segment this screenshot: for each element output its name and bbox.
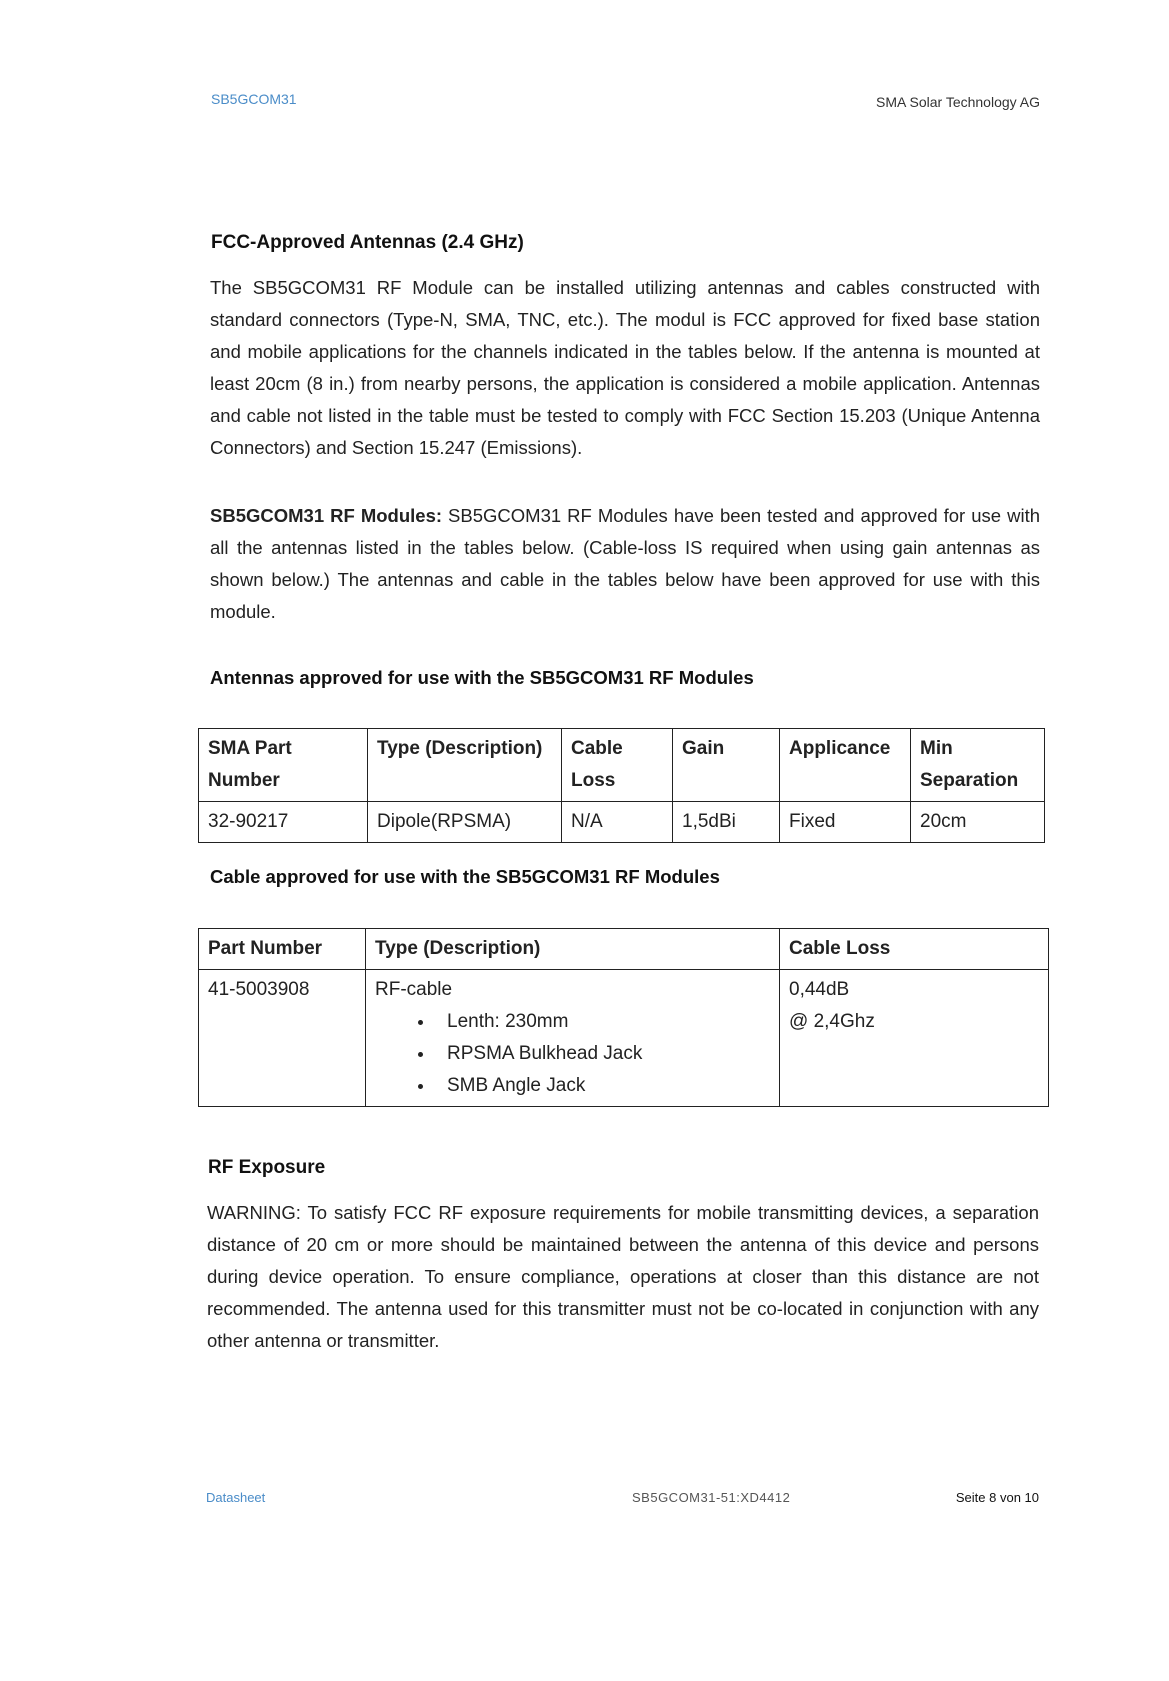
col-header: Part Number [199, 929, 366, 970]
cell: N/A [562, 802, 673, 843]
section-title-rf-exposure: RF Exposure [208, 1157, 326, 1178]
col-header: Gain [673, 729, 780, 802]
type-bullets [375, 1006, 770, 1102]
modules-lead: SB5GCOM31 RF Modules: [210, 505, 443, 526]
table-row [199, 802, 1045, 843]
table-row [199, 970, 1049, 1107]
section-body-antennas: The SB5GCOM31 RF Module can be installed utilizing antennas and cables constructed with standard connectors (Type-N, SMA, TNC, etc.). The modul is FCC approved for fixed base station and mobile applications for the channels indicated in the tables below. If the antenna is mounted at least 20cm (8 in.) from nearby persons, the application is considered a mobile application. Antennas and cable not listed in the table must be tested to comply with FCC Section 15.203 (Unique Antenna Connectors) and Section 15.247 (Emissions). [210, 277, 1040, 458]
loss-value: 0,44dB [789, 979, 850, 1000]
list-item: • RPSMA Bulkhead Jack [435, 1038, 770, 1070]
antenna-table [198, 728, 1045, 843]
list-item: • SMB Angle Jack [435, 1070, 770, 1102]
header-doc-id: SB5GCOM31 [211, 91, 297, 107]
col-header: Type (Description) [366, 929, 780, 970]
table-header-row [199, 729, 1045, 802]
cell: 20cm [911, 802, 1045, 843]
col-header: Type (Description) [368, 729, 562, 802]
col-header: Cable Loss [780, 929, 1049, 970]
antenna-table-caption: Antennas approved for use with the SB5GCOM31 RF Modules [210, 667, 754, 688]
footer-doc-type: Datasheet [206, 1490, 266, 1505]
table-header-row [199, 929, 1049, 970]
cell-part-number: 41-5003908 [199, 970, 366, 1107]
section-body-rf-exposure: WARNING: To satisfy FCC RF exposure requirements for mobile transmitting devices, a separation distance of 20 cm or more should be maintained between the antenna of this device and persons during device operation. To ensure compliance, operations at closer than this distance are not recommended. The antenna used for this transmitter must not be co-located in conjunction with any other antenna or transmitter. [207, 1202, 1039, 1351]
footer-doc-code: SB5GCOM31-51:XD4412 [632, 1490, 791, 1505]
cell: 1,5dBi [673, 802, 780, 843]
cable-table [198, 928, 1049, 1107]
cell: Dipole(RPSMA) [368, 802, 562, 843]
section-body-modules [210, 500, 1040, 628]
cell: 32-90217 [199, 802, 368, 843]
footer-page-number: Seite 8 von 10 [955, 1490, 1039, 1505]
cell-cable-loss [780, 970, 1049, 1107]
col-header: Applicance [780, 729, 911, 802]
section-title-antennas: FCC-Approved Antennas (2.4 GHz) [211, 232, 524, 253]
col-header: Min Separation [911, 729, 1045, 802]
type-label: RF-cable [375, 979, 453, 1000]
col-header: SMA Part Number [199, 729, 368, 802]
col-header: Cable Loss [562, 729, 673, 802]
cable-table-caption: Cable approved for use with the SB5GCOM31 RF Modules [210, 866, 720, 887]
loss-frequency: @ 2,4Ghz [789, 1011, 875, 1032]
list-item: • Lenth: 230mm [435, 1006, 770, 1038]
cell-type [366, 970, 780, 1107]
cell: Fixed [780, 802, 911, 843]
header-company: SMA Solar Technology AG [876, 94, 1040, 110]
modules-text: SB5GCOM31 RF Modules have been tested and approved for use with all the antennas listed in the tables below. (Cable-loss IS required when using gain antennas as shown below.) The antennas and cable in the tables below have been approved for use with this module. [210, 505, 1041, 622]
